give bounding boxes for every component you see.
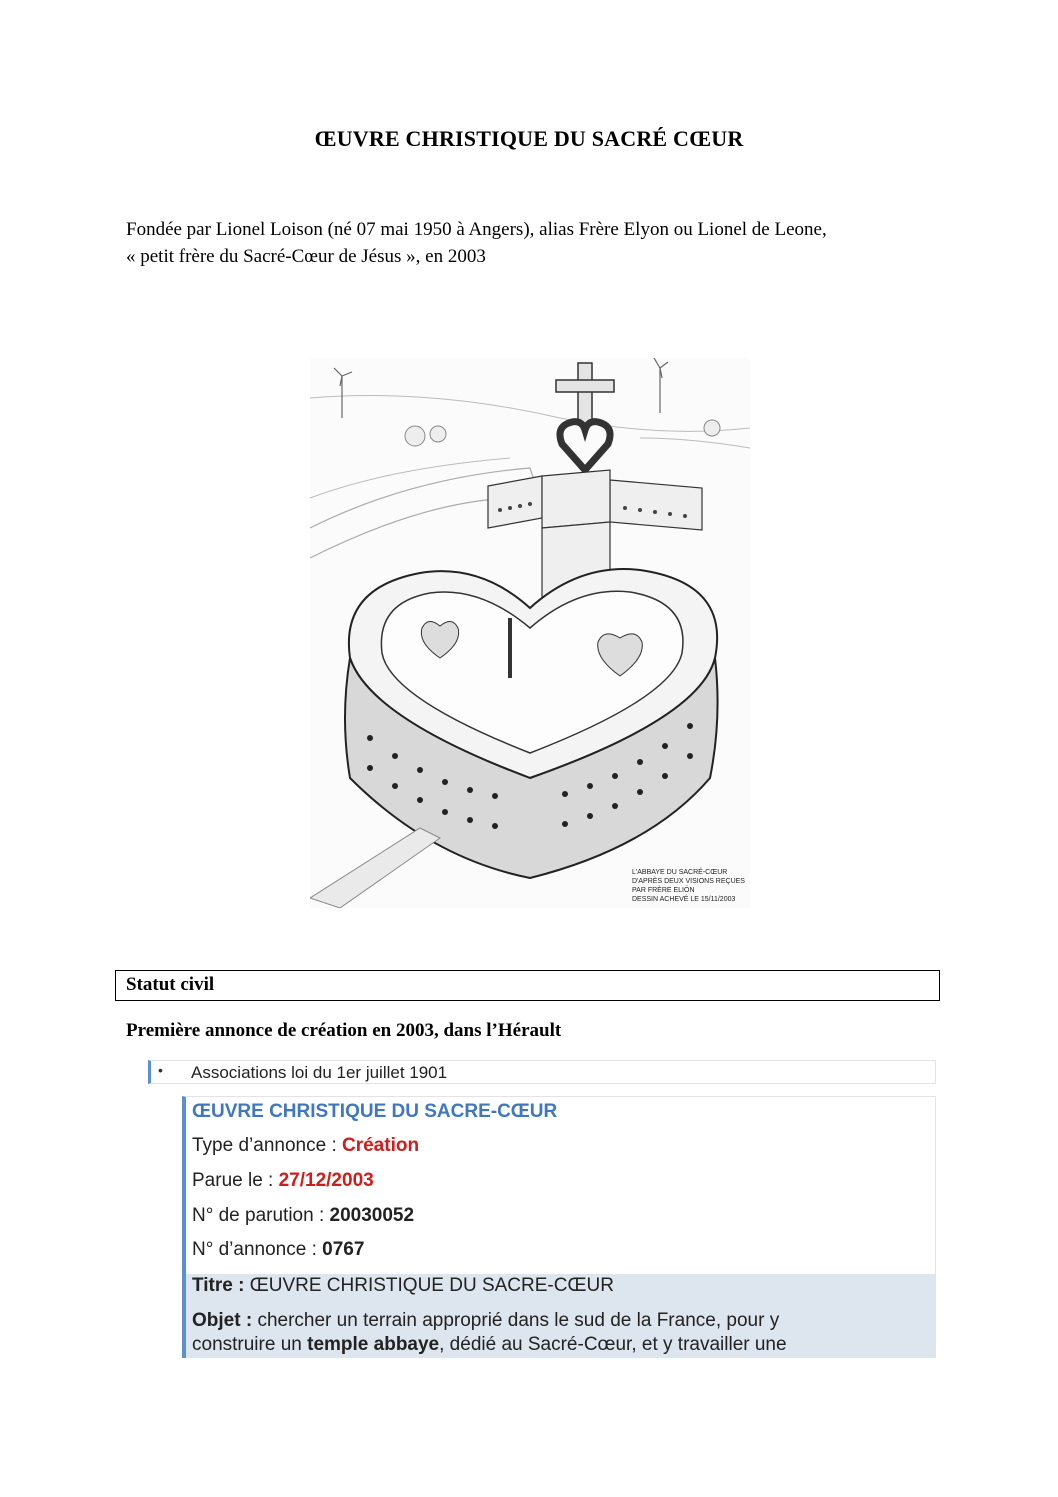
creation-subheading: Première annonce de création en 2003, dans l’Hérault bbox=[126, 1020, 562, 1041]
abbey-drawing bbox=[310, 358, 750, 908]
notice-date-value: 27/12/2003 bbox=[278, 1170, 374, 1191]
notice-annonce-value: 0767 bbox=[322, 1239, 365, 1260]
association-list-item[interactable] bbox=[148, 1060, 936, 1084]
notice-parution: N° de parution : 20030052 bbox=[192, 1205, 415, 1226]
intro-paragraph bbox=[126, 216, 946, 270]
association-label: Associations loi du 1er juillet 1901 bbox=[191, 1063, 448, 1082]
page-title: ŒUVRE CHRISTIQUE DU SACRÉ CŒUR bbox=[314, 126, 744, 151]
caption-line-2: D'APRÈS DEUX VISIONS REÇUES bbox=[632, 878, 745, 885]
caption-line-1: L'ABBAYE DU SACRÉ-CŒUR bbox=[632, 869, 728, 876]
notice-type-value: Création bbox=[342, 1135, 420, 1156]
intro-line-2: « petit frère du Sacré-Cœur de Jésus », en 2003 bbox=[126, 246, 486, 267]
caption-line-3: PAR FRÈRE ELIÖN bbox=[632, 887, 695, 894]
notice-type: Type d’annonce : Création bbox=[192, 1135, 420, 1156]
notice-date: Parue le : 27/12/2003 bbox=[192, 1170, 374, 1191]
status-civil-box bbox=[115, 970, 940, 1001]
notice-objet-line-2: construire un temple abbaye, dédié au Sacré-Cœur, et y travailler une bbox=[192, 1334, 787, 1355]
notice-panel bbox=[182, 1096, 936, 1358]
intro-line-1: Fondée par Lionel Loison (né 07 mai 1950 à Angers), alias Frère Elyon ou Lionel de Leone, bbox=[126, 219, 827, 240]
notice-annonce: N° d’annonce : 0767 bbox=[192, 1239, 365, 1260]
bullet-icon: • bbox=[158, 1062, 163, 1078]
status-heading: Statut civil bbox=[126, 974, 215, 995]
caption-line-4: DESSIN ACHEVÉ LE 15/11/2003 bbox=[632, 896, 736, 903]
notice-heading: ŒUVRE CHRISTIQUE DU SACRE-CŒUR bbox=[192, 1101, 558, 1122]
notice-titre-value: ŒUVRE CHRISTIQUE DU SACRE-CŒUR bbox=[249, 1275, 614, 1296]
notice-objet-line-1: Objet : chercher un terrain approprié dans le sud de la France, pour y bbox=[192, 1310, 780, 1331]
notice-titre: Titre : ŒUVRE CHRISTIQUE DU SACRE-CŒUR bbox=[192, 1275, 614, 1296]
notice-parution-value: 20030052 bbox=[329, 1205, 415, 1226]
